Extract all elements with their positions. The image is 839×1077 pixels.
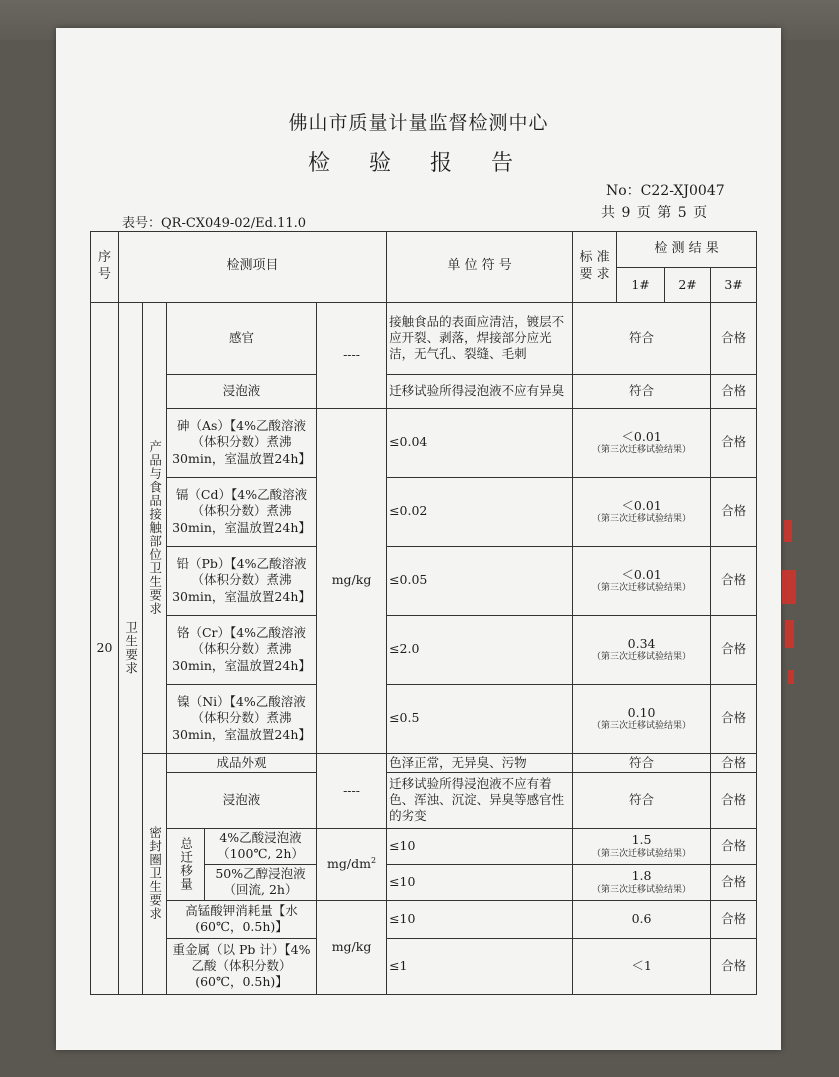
result-note: （第三次迁移试验结果） — [592, 884, 692, 895]
sub-a-cell — [143, 302, 167, 753]
item-cell: 重金属（以 Pb 计）【4%乙酸（体积分数）(60℃，0.5h)】 — [167, 938, 317, 994]
form-number: 表号：QR-CX049-02/Ed.11.0 — [122, 216, 307, 231]
result-cell — [573, 408, 711, 477]
judge-cell: 合格 — [711, 828, 757, 864]
item-cell: 浸泡液 — [167, 374, 317, 408]
item-cell: 成品外观 — [167, 753, 317, 772]
judge-cell: 合格 — [711, 772, 757, 828]
standard-cell: 迁移试验所得浸泡液不应有着色、浑浊、沉淀、异臭等感官性的劣变 — [387, 772, 573, 828]
sub-a-label: 产品与食品接触部位卫生要求 — [147, 439, 163, 616]
report-title: 检 验 报 告 — [308, 151, 529, 176]
header-unit: 单 位 符 号 — [387, 232, 573, 303]
result-value: ＜0.01 — [621, 428, 662, 444]
result-cell — [573, 864, 711, 900]
header-r1: 1# — [617, 267, 665, 302]
standard-cell: ≤10 — [387, 864, 573, 900]
standard-cell: ≤0.5 — [387, 684, 573, 753]
result-value: 0.10 — [627, 704, 656, 720]
inspection-table — [90, 231, 757, 995]
standard-cell: ≤10 — [387, 900, 573, 938]
unit-sup: 2 — [370, 856, 377, 866]
total-migration-label: 总迁移量 — [178, 837, 194, 892]
item-cell: 50%乙醇浸泡液（回流, 2h） — [205, 864, 317, 900]
item-cell: 铬（Cr）【4%乙酸溶液（体积分数）煮沸30min，室温放置24h】 — [167, 615, 317, 684]
unit-cell: ---- — [317, 753, 387, 828]
result-value: ＜0.01 — [621, 566, 662, 582]
group-main-cell — [119, 302, 143, 994]
group-main-label: 卫生要求 — [123, 621, 139, 676]
item-cell: 4%乙酸浸泡液（100℃, 2h） — [205, 828, 317, 864]
judge-cell: 合格 — [711, 302, 757, 374]
header-standard: 标 准 要 求 — [573, 232, 617, 303]
standard-cell: 色泽正常，无异臭、污物 — [387, 753, 573, 772]
judge-cell: 合格 — [711, 900, 757, 938]
unit-cell: mg/kg — [317, 408, 387, 753]
sub-b-label: 密封圈卫生要求 — [147, 826, 163, 921]
result-value: ＜0.01 — [621, 497, 662, 513]
stamp-fragment — [782, 520, 798, 690]
unit-mgdm: mg/dm — [327, 856, 371, 872]
judge-cell: 合格 — [711, 864, 757, 900]
item-cell: 浸泡液 — [167, 772, 317, 828]
item-cell: 高锰酸钾消耗量【水(60℃，0.5h)】 — [167, 900, 317, 938]
header-result: 检 测 结 果 — [617, 232, 757, 268]
result-value: 0.34 — [627, 635, 656, 651]
item-cell: 铅（Pb）【4%乙酸溶液（体积分数）煮沸30min，室温放置24h】 — [167, 546, 317, 615]
result-note: （第三次迁移试验结果） — [592, 720, 692, 731]
item-cell: 镍（Ni）【4%乙酸溶液（体积分数）煮沸30min，室温放置24h】 — [167, 684, 317, 753]
standard-cell: ≤2.0 — [387, 615, 573, 684]
unit-cell: mg/kg — [317, 900, 387, 994]
judge-cell: 合格 — [711, 546, 757, 615]
judge-cell: 合格 — [711, 684, 757, 753]
result-cell: 0.6 — [573, 900, 711, 938]
standard-cell: ≤10 — [387, 828, 573, 864]
sub-b-cell — [143, 753, 167, 994]
result-cell: 符合 — [573, 772, 711, 828]
organization-name: 佛山市质量计量监督检测中心 — [288, 112, 549, 134]
result-cell — [573, 477, 711, 546]
total-migration-cell — [167, 828, 205, 900]
item-cell: 感官 — [167, 302, 317, 374]
item-cell: 砷（As）【4%乙酸溶液（体积分数）煮沸30min，室温放置24h】 — [167, 408, 317, 477]
result-note: （第三次迁移试验结果） — [592, 444, 692, 455]
row-number: 20 — [91, 302, 119, 994]
result-note: （第三次迁移试验结果） — [592, 582, 692, 593]
report-number: No：C22-XJ0047 — [606, 183, 725, 199]
result-note: （第三次迁移试验结果） — [592, 513, 692, 524]
standard-cell: ≤0.04 — [387, 408, 573, 477]
judge-cell: 合格 — [711, 477, 757, 546]
report-page — [56, 28, 781, 1050]
header-seq: 序号 — [91, 232, 119, 303]
result-cell: 符合 — [573, 302, 711, 374]
judge-cell: 合格 — [711, 408, 757, 477]
result-cell — [573, 615, 711, 684]
header-r3: 3# — [711, 267, 757, 302]
standard-cell: ≤1 — [387, 938, 573, 994]
standard-cell: 迁移试验所得浸泡液不应有异臭 — [387, 374, 573, 408]
judge-cell: 合格 — [711, 753, 757, 772]
standard-cell: 接触食品的表面应清洁，镀层不应开裂、剥落，焊接部分应光洁，无气孔、裂缝、毛刺 — [387, 302, 573, 374]
result-cell: 符合 — [573, 753, 711, 772]
result-value: 1.5 — [631, 832, 652, 848]
standard-cell: ≤0.05 — [387, 546, 573, 615]
result-cell — [573, 684, 711, 753]
result-cell — [573, 828, 711, 864]
result-note: （第三次迁移试验结果） — [592, 651, 692, 662]
item-cell: 镉（Cd）【4%乙酸溶液（体积分数）煮沸30min，室温放置24h】 — [167, 477, 317, 546]
result-cell — [573, 546, 711, 615]
unit-cell — [317, 828, 387, 900]
header-r2: 2# — [665, 267, 711, 302]
unit-cell: ---- — [317, 302, 387, 408]
result-cell: ＜1 — [573, 938, 711, 994]
judge-cell: 合格 — [711, 615, 757, 684]
page-indicator: 共 9 页 第 5 页 — [601, 205, 709, 221]
result-cell: 符合 — [573, 374, 711, 408]
judge-cell: 合格 — [711, 938, 757, 994]
judge-cell: 合格 — [711, 374, 757, 408]
header-item: 检测项目 — [119, 232, 387, 303]
standard-cell: ≤0.02 — [387, 477, 573, 546]
result-note: （第三次迁移试验结果） — [592, 848, 692, 859]
result-value: 1.8 — [631, 868, 652, 884]
